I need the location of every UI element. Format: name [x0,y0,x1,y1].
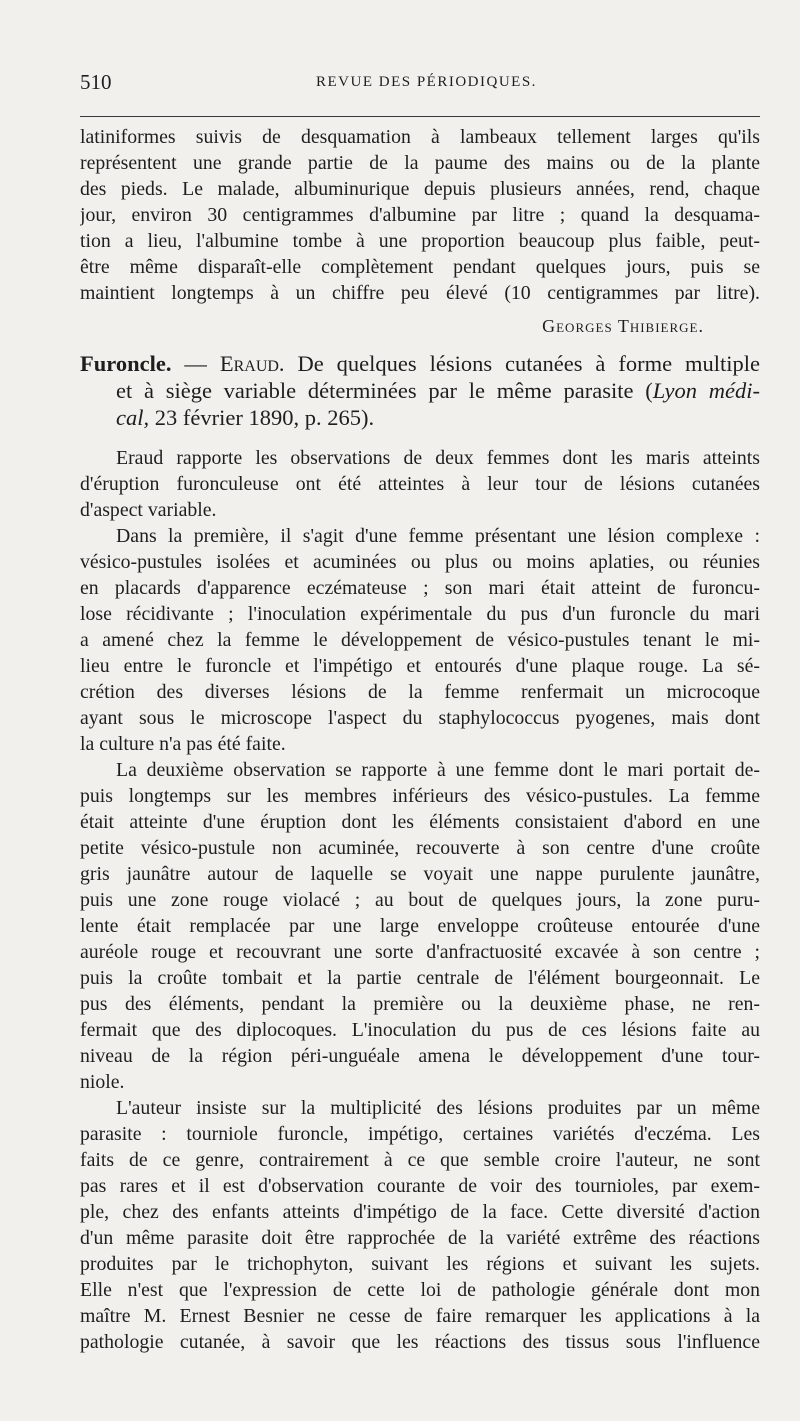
journal-name-end: cal, [116,405,150,430]
text-line: d'aspect variable. [80,499,217,521]
text-line: niole. [80,1071,125,1093]
text-line: faits de ce genre, contrairement à ce que semble croire l'auteur, ne sont [80,1149,760,1171]
text-line: Elle n'est que l'expression de cette loi de pathologie générale dont mon [80,1279,760,1301]
page-number: 510 [80,70,112,94]
paragraph-4 [80,1095,760,1355]
text-line: représentent une grande partie de la paume des mains ou de la plante [80,152,760,174]
text-line: gris jaunâtre autour de laquelle se voyait une nappe purulente jaunâtre, [80,863,760,885]
text-line: maître M. Ernest Besnier ne cesse de faire remarquer les applications à la [80,1305,760,1327]
text-line: jour, environ 30 centigrammes d'albumine par litre ; quand la desquama- [80,204,760,226]
text-line: pus des éléments, pendant la première ou la deuxième phase, ne ren- [80,993,760,1015]
text-line: d'éruption furonculeuse ont été atteintes à leur tour de lésions cutanées [80,473,760,495]
text-line: pathologie cutanée, à savoir que les réactions des tissus sous l'influence [80,1331,760,1353]
paragraph-3 [80,757,760,1095]
text-line: être même disparaît-elle complètement pendant quelques jours, puis se [80,256,760,278]
text-line: en placards d'apparence eczémateuse ; son mari était atteint de furoncu- [80,577,760,599]
journal-name: Lyon médi- [652,378,760,403]
text-line: lieu entre le furoncle et l'impétigo et entourés d'une plaque rouge. La sé- [80,655,760,677]
text-line: auréole rouge et recouvrant une sorte d'anfractuosité excavée à son centre ; [80,941,760,963]
text-line: vésico-pustules isolées et acuminées ou plus ou moins aplaties, ou réunies [80,551,760,573]
text-line: L'auteur insiste sur la multiplicité des lésions produites par un même [116,1097,760,1119]
text-line: puis longtemps sur les membres inférieurs des vésico-pustules. La femme [80,785,760,807]
author-signature: Georges Thibierge. [542,316,704,336]
text-line: maintient longtemps à un chiffre peu élevé (10 centigrammes par litre). [80,282,760,304]
article-title-line2: et à siège variable déterminées par le même parasite ( [116,378,653,403]
article-keyword: Furoncle. [80,351,172,376]
text-line: la culture n'a pas été faite. [80,733,286,755]
running-head: REVUE DES PÉRIODIQUES. [316,74,537,90]
text-line: latiniformes suivis de desquamation à lambeaux tellement larges qu'ils [80,126,760,148]
header-rule [80,116,760,117]
text-line: a amené chez la femme le développement de vésico-pustules tenant le mi- [80,629,760,651]
text-line: produites par le trichophyton, suivant les régions et suivant les sujets. [80,1253,760,1275]
text-line: pas rares et il est d'observation courante de voir des tournioles, par exem- [80,1175,760,1197]
text-line: crétion des diverses lésions de la femme renfermait un microcoque [80,681,760,703]
paragraph-2 [80,523,760,757]
text-line: ple, chez des enfants atteints d'impétigo de la face. Cette diversité d'action [80,1201,760,1223]
text-line: parasite : tourniole furoncle, impétigo, certaines variétés d'eczéma. Les [80,1123,760,1145]
text-line: fermait que des diplocoques. L'inoculation du pus de ces lésions faite au [80,1019,760,1041]
text-line: petite vésico-pustule non acuminée, recouverte à son centre d'une croûte [80,837,760,859]
text-line: ayant sous le microscope l'aspect du staphylococcus pyogenes, mais dont [80,707,760,729]
body-text [80,124,760,1355]
continuation-paragraph [80,124,760,306]
text-line: Eraud rapporte les observations de deux femmes dont les maris atteints [116,447,760,469]
text-line: La deuxième observation se rapporte à une femme dont le mari portait de- [116,759,760,781]
citation-details: 23 février 1890, p. 265). [149,405,375,430]
text-line: lente était remplacée par une large enveloppe croûteuse entourée d'une [80,915,760,937]
article-title-line1: De quelques lésions cutanées à forme multiple [284,351,761,376]
text-line: Dans la première, il s'agit d'une femme présentant une lésion complexe : [116,525,760,547]
paragraph-1 [80,445,760,523]
text-line: tion a lieu, l'albumine tombe à une proportion beaucoup plus faible, peut- [80,230,760,252]
text-line: puis la croûte tombait et la partie centrale de l'élément bourgeonnait. Le [80,967,760,989]
text-line: puis une zone rouge violacé ; au bout de quelques jours, la zone puru- [80,889,760,911]
text-line: d'un même parasite doit être rapprochée de la variété extrême des réactions [80,1227,760,1249]
text-line: lose récidivante ; l'inoculation expérimentale du pus d'un furoncle du mari [80,603,760,625]
text-line: était atteinte d'une éruption dont les éléments consistaient d'abord en une [80,811,760,833]
page-header [80,70,760,100]
heading-dash: — [171,351,220,376]
text-line: des pieds. Le malade, albuminurique depuis plusieurs années, rend, chaque [80,178,760,200]
article-heading [80,350,760,431]
text-line: niveau de la région péri-unguéale amena le développement d'une tour- [80,1045,760,1067]
article-author: Eraud. [219,351,285,376]
